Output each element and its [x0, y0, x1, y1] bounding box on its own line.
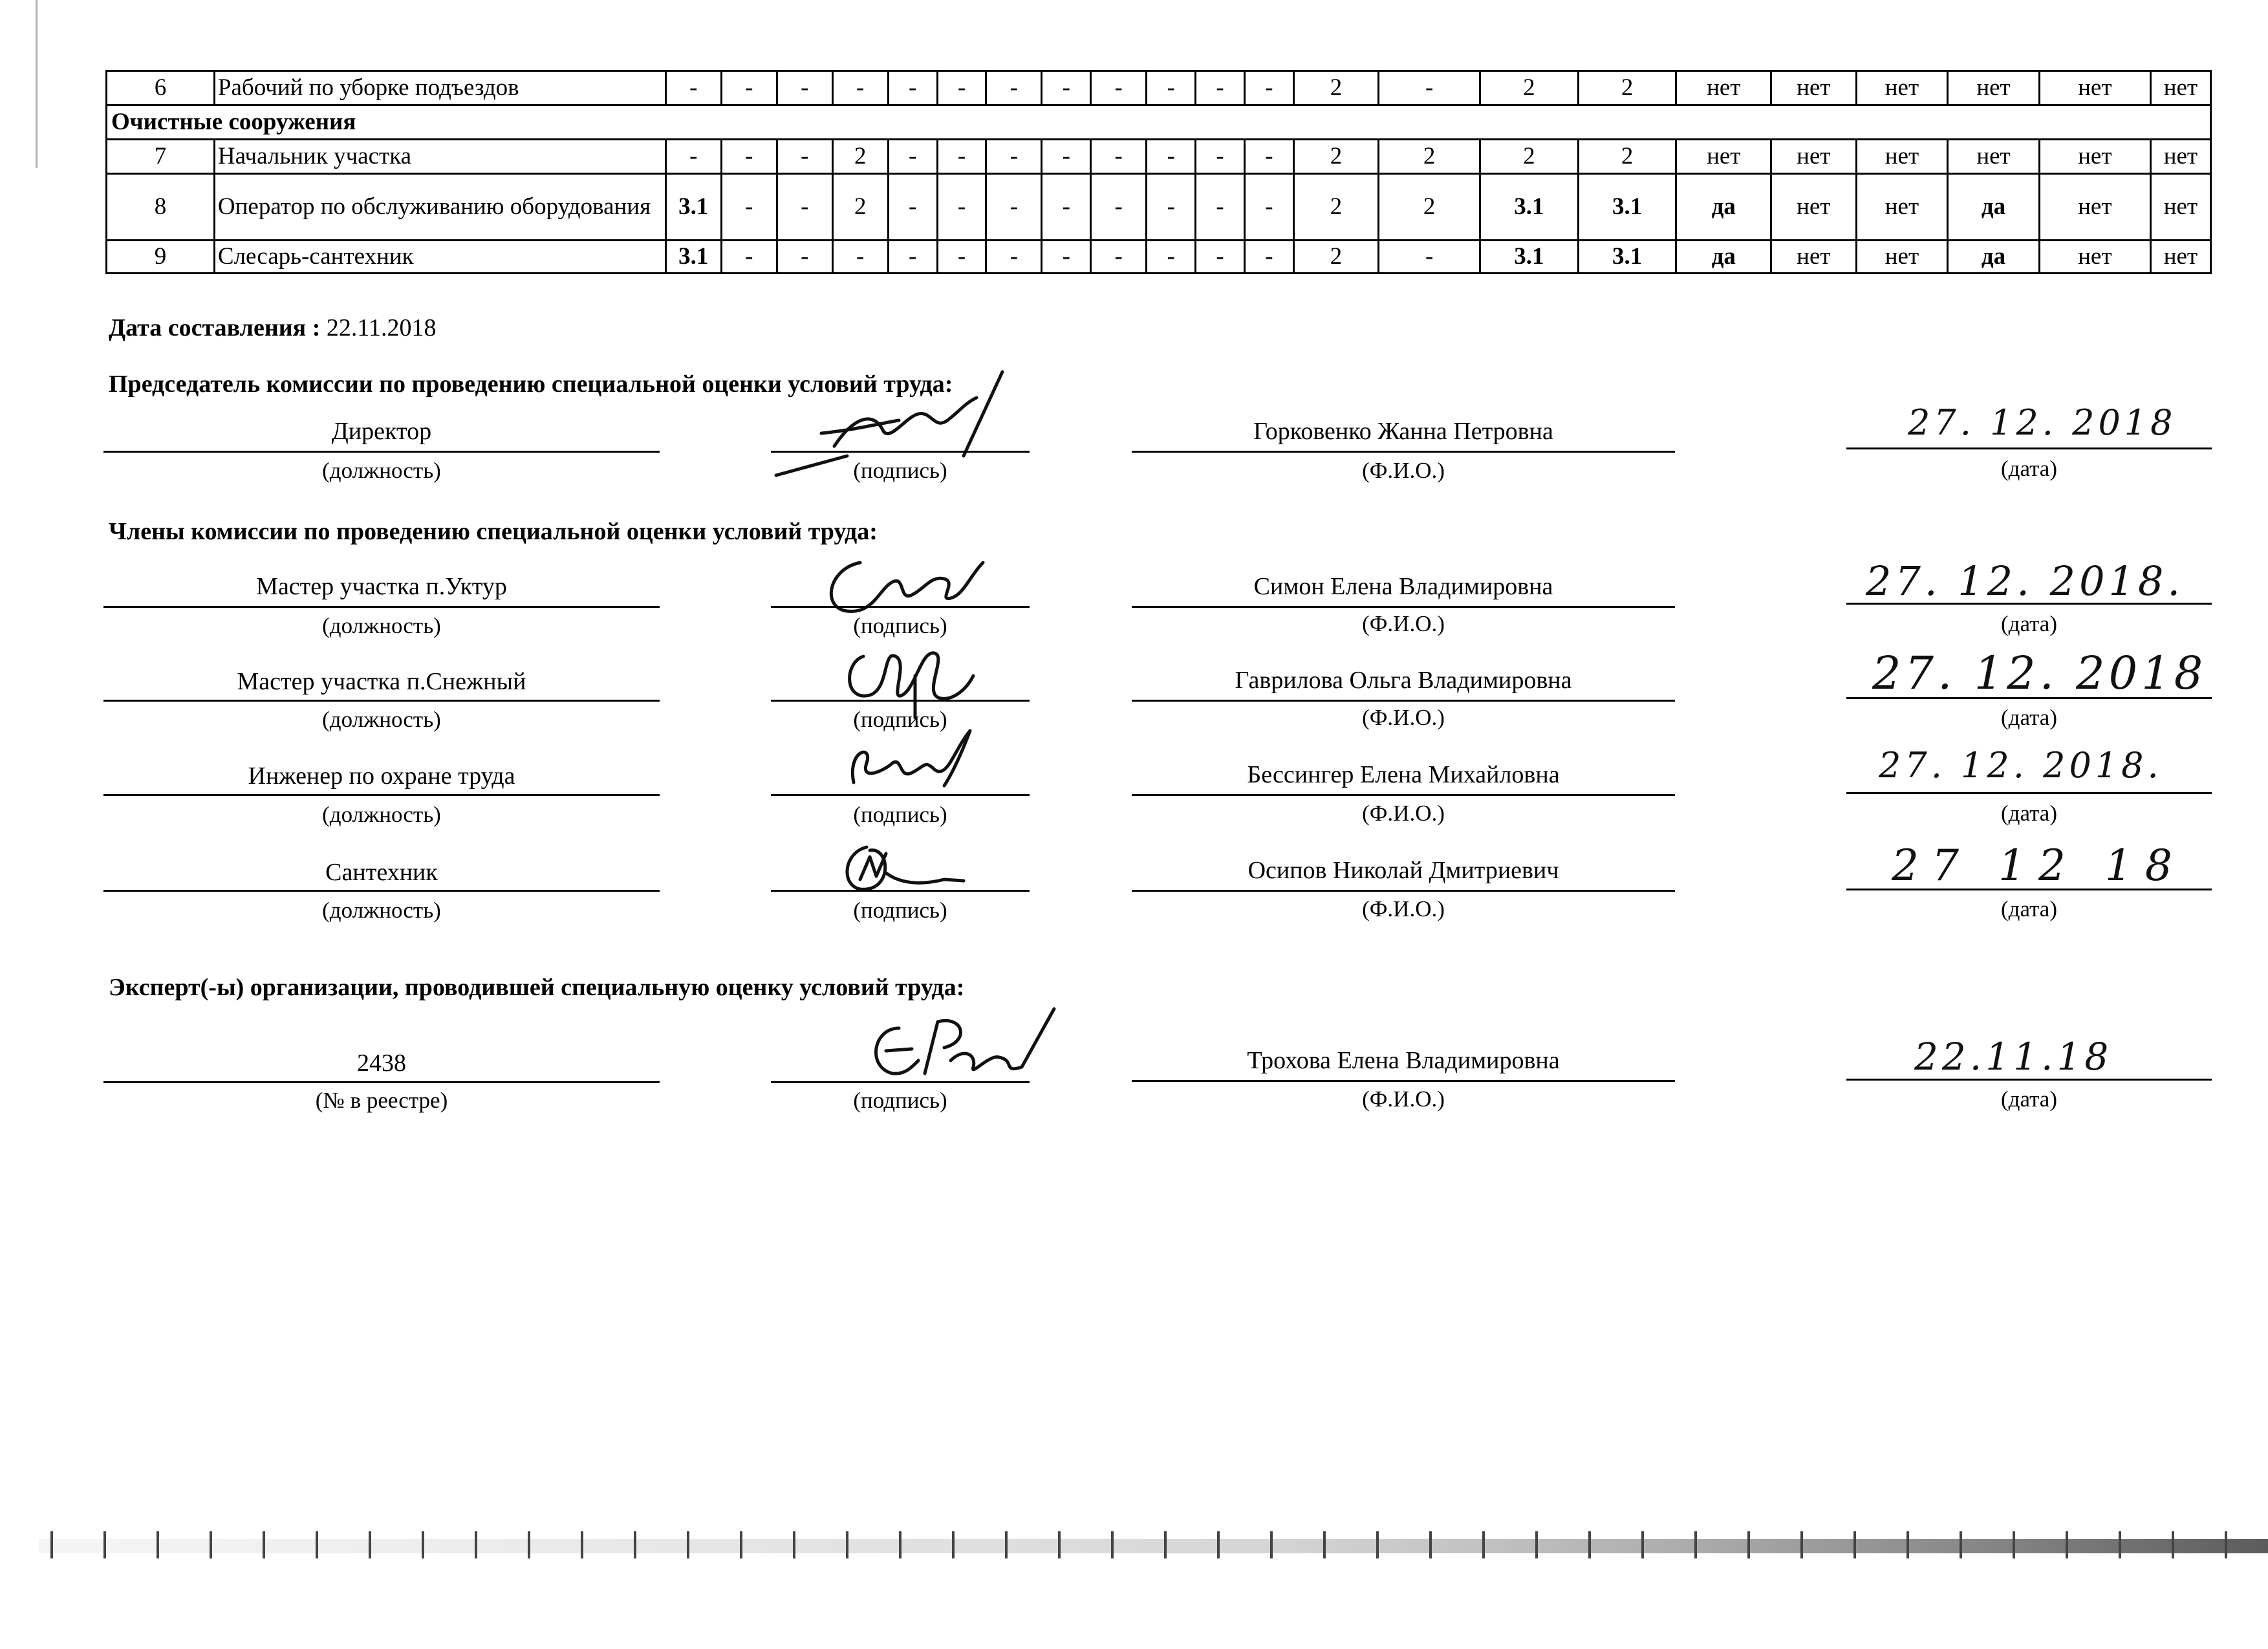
member-2-position: Мастер участка п.Снежный — [237, 668, 526, 695]
table-cell: нет — [2150, 241, 2210, 274]
workplace-name: Оператор по обслуживанию оборудования — [214, 174, 665, 241]
table-cell: 3.1 — [1578, 241, 1676, 274]
member-1-date-line — [1846, 603, 2212, 605]
expert-signature — [860, 1002, 1067, 1086]
table-cell: нет — [2150, 174, 2210, 241]
expert-signature-caption: (подпись) — [853, 1088, 947, 1113]
expert-registry-line — [103, 1081, 660, 1083]
member-2-date-line — [1846, 697, 2212, 699]
row-number: 9 — [107, 241, 215, 274]
member-1-signature — [821, 550, 989, 621]
member-2-date-handwritten: 27. 12. 2018 — [1872, 647, 2207, 700]
workplace-name: Рабочий по уборке подъездов — [214, 71, 665, 105]
table-cell: - — [1379, 241, 1480, 274]
table-cell: 2 — [1379, 140, 1480, 174]
table-cell: 2 — [1379, 174, 1480, 241]
row-number: 7 — [107, 140, 215, 174]
table-cell: - — [777, 174, 832, 241]
member-3-position-line — [103, 794, 660, 796]
table-cell: - — [1244, 174, 1293, 241]
member-1-name: Симон Елена Владимировна — [1253, 573, 1553, 600]
table-cell: 2 — [832, 174, 888, 241]
table-cell: - — [665, 140, 721, 174]
table-cell: да — [1948, 241, 2040, 274]
table-row — [107, 241, 2211, 274]
member-3-date-caption: (дата) — [2000, 801, 2057, 826]
member-2-position-line — [103, 700, 660, 702]
member-3-date-line — [1846, 792, 2212, 794]
table-cell: 2 — [1480, 71, 1579, 105]
table-cell: нет — [1948, 71, 2040, 105]
table-cell: - — [888, 174, 937, 241]
table-cell: да — [1676, 174, 1771, 241]
member-1-position-caption: (должность) — [322, 613, 441, 638]
table-cell: - — [1147, 140, 1196, 174]
member-2-position-caption: (должность) — [322, 707, 441, 732]
chairman-signature-caption: (подпись) — [853, 458, 947, 483]
member-3-signature-caption: (подпись) — [853, 802, 947, 827]
table-cell: - — [777, 140, 832, 174]
table-cell: нет — [2039, 71, 2150, 105]
table-cell: нет — [2039, 241, 2150, 274]
table-cell: - — [1147, 241, 1196, 274]
member-2-signature-line — [771, 700, 1030, 702]
table-cell: нет — [1771, 71, 1856, 105]
table-cell: - — [832, 241, 888, 274]
table-cell: - — [937, 174, 986, 241]
member-3-date-handwritten: 27. 12. 2018. — [1879, 745, 2163, 786]
table-cell: 3.1 — [1578, 174, 1676, 241]
member-4-signature-line — [771, 890, 1030, 892]
member-2-date-caption: (дата) — [2000, 705, 2057, 730]
member-4-name-caption: (Ф.И.О.) — [1362, 896, 1445, 921]
member-4-name-line — [1132, 890, 1675, 892]
table-cell: нет — [1856, 241, 1948, 274]
table-cell: 3.1 — [665, 241, 721, 274]
chairman-name-caption: (Ф.И.О.) — [1362, 458, 1445, 483]
chairman-position-caption: (должность) — [322, 458, 441, 483]
member-2-name: Гаврилова Ольга Владимировна — [1235, 667, 1572, 694]
member-1-position-line — [103, 606, 660, 608]
table-cell: 3.1 — [1480, 241, 1579, 274]
member-1-signature-caption: (подпись) — [853, 613, 947, 638]
table-cell: нет — [1771, 241, 1856, 274]
table-cell: 2 — [1578, 140, 1676, 174]
member-4-position-caption: (должность) — [322, 898, 441, 923]
table-cell: нет — [1856, 71, 1948, 105]
chairman-position: Директор — [331, 418, 432, 445]
table-cell: - — [888, 71, 937, 105]
table-cell: да — [1948, 174, 2040, 241]
chairman-date-caption: (дата) — [2000, 456, 2057, 481]
table-cell: - — [1091, 174, 1147, 241]
table-row — [107, 71, 2211, 105]
table-cell: - — [1196, 241, 1245, 274]
member-3-name-caption: (Ф.И.О.) — [1362, 801, 1445, 826]
member-1-position: Мастер участка п.Уктур — [256, 573, 507, 600]
scan-binder-edge — [36, 0, 57, 168]
member-4-date-line — [1846, 889, 2212, 890]
expert-date-line — [1846, 1079, 2212, 1081]
chairman-signature-line — [771, 451, 1030, 453]
member-4-date-handwritten: 27 12 18 — [1892, 841, 2185, 890]
table-cell: - — [1244, 71, 1293, 105]
table-row — [107, 174, 2211, 241]
table-cell: - — [1091, 241, 1147, 274]
chairman-name-line — [1132, 451, 1675, 453]
table-cell: нет — [2150, 71, 2210, 105]
expert-date-caption: (дата) — [2000, 1086, 2057, 1112]
compiled-date-row — [109, 314, 436, 342]
chairman-name: Горковенко Жанна Петровна — [1253, 418, 1553, 445]
table-cell: 2 — [1480, 140, 1579, 174]
table-cell: - — [721, 174, 777, 241]
member-3-position: Инженер по охране труда — [248, 762, 515, 790]
table-cell: - — [1244, 140, 1293, 174]
table-row — [107, 140, 2211, 174]
table-cell: 3.1 — [665, 174, 721, 241]
table-cell: 2 — [832, 140, 888, 174]
table-cell: - — [1042, 241, 1091, 274]
table-cell: - — [986, 174, 1042, 241]
table-cell: - — [937, 241, 986, 274]
table-cell: 2 — [1293, 71, 1378, 105]
member-3-signature-line — [771, 794, 1030, 796]
table-section-row — [107, 105, 2211, 140]
table-cell: - — [986, 241, 1042, 274]
chairman-heading: Председатель комиссии по проведению специальной оценки условий труда: — [109, 371, 953, 398]
row-number: 6 — [107, 71, 215, 105]
table-cell: - — [1147, 174, 1196, 241]
table-cell: 2 — [1293, 140, 1378, 174]
table-cell: - — [1379, 71, 1480, 105]
expert-name-caption: (Ф.И.О.) — [1362, 1086, 1445, 1112]
table-cell: нет — [2039, 140, 2150, 174]
expert-name-line — [1132, 1080, 1675, 1082]
table-cell: - — [1042, 71, 1091, 105]
member-2-name-caption: (Ф.И.О.) — [1362, 705, 1445, 730]
member-3-name: Бессингер Елена Михайловна — [1247, 761, 1560, 788]
table-cell: - — [665, 71, 721, 105]
assessment-table — [105, 70, 2212, 274]
table-cell: нет — [1856, 174, 1948, 241]
compiled-date-label: Дата составления : — [109, 314, 321, 341]
table-cell: - — [1091, 71, 1147, 105]
table-cell: - — [721, 140, 777, 174]
table-cell: нет — [1948, 140, 2040, 174]
table-cell: нет — [2150, 140, 2210, 174]
member-3-position-caption: (должность) — [322, 802, 441, 827]
table-cell: - — [986, 140, 1042, 174]
table-cell: нет — [1771, 174, 1856, 241]
table-cell: - — [777, 241, 832, 274]
table-cell: 3.1 — [1480, 174, 1579, 241]
table-cell: - — [937, 71, 986, 105]
table-cell: нет — [1771, 140, 1856, 174]
table-cell: нет — [2039, 174, 2150, 241]
members-heading: Члены комиссии по проведению специальной оценки условий труда: — [109, 518, 878, 545]
table-cell: - — [1091, 140, 1147, 174]
workplace-name: Слесарь-сантехник — [214, 241, 665, 274]
table-cell: 2 — [1293, 241, 1378, 274]
member-1-name-caption: (Ф.И.О.) — [1362, 611, 1445, 636]
member-3-signature — [841, 724, 989, 795]
member-1-signature-line — [771, 606, 1030, 608]
member-1-date-caption: (дата) — [2000, 611, 2057, 636]
scan-perforation-strip — [39, 1513, 2268, 1565]
table-cell: - — [888, 140, 937, 174]
member-2-signature-caption: (подпись) — [853, 707, 947, 732]
member-4-position: Сантехник — [325, 859, 438, 886]
expert-name: Трохова Елена Владимировна — [1247, 1047, 1560, 1074]
table-cell: - — [1042, 140, 1091, 174]
member-1-date-handwritten: 27. 12. 2018. — [1866, 557, 2185, 605]
expert-signature-line — [771, 1081, 1030, 1083]
row-number: 8 — [107, 174, 215, 241]
table-cell: - — [986, 71, 1042, 105]
table-cell: - — [1244, 241, 1293, 274]
table-cell: 2 — [1293, 174, 1378, 241]
expert-registry-number: 2438 — [357, 1050, 406, 1077]
table-cell: - — [1042, 174, 1091, 241]
compiled-date-value: 22.11.2018 — [326, 314, 437, 341]
member-1-name-line — [1132, 606, 1675, 608]
table-cell: нет — [1676, 71, 1771, 105]
section-label: Очистные сооружения — [107, 105, 2211, 140]
table-cell: - — [721, 241, 777, 274]
member-4-signature-caption: (подпись) — [853, 898, 947, 923]
member-3-name-line — [1132, 794, 1675, 796]
table-cell: нет — [1856, 140, 1948, 174]
member-4-position-line — [103, 890, 660, 892]
member-4-date-caption: (дата) — [2000, 896, 2057, 921]
table-cell: - — [832, 71, 888, 105]
table-cell: - — [1196, 71, 1245, 105]
member-2-name-line — [1132, 700, 1675, 702]
member-4-signature — [841, 834, 970, 899]
table-cell: - — [1196, 140, 1245, 174]
table-cell: - — [777, 71, 832, 105]
table-cell: - — [937, 140, 986, 174]
chairman-date-handwritten: 27. 12. 2018 — [1908, 402, 2177, 443]
expert-registry-caption: (№ в реестре) — [315, 1088, 448, 1113]
table-cell: - — [1147, 71, 1196, 105]
workplace-name: Начальник участка — [214, 140, 665, 174]
table-cell: нет — [1676, 140, 1771, 174]
table-cell: 2 — [1578, 71, 1676, 105]
table-cell: да — [1676, 241, 1771, 274]
table-cell: - — [888, 241, 937, 274]
chairman-date-line — [1846, 447, 2212, 449]
table-cell: - — [721, 71, 777, 105]
member-4-name: Осипов Николай Дмитриевич — [1247, 857, 1559, 884]
table-cell: - — [1196, 174, 1245, 241]
chairman-position-line — [103, 451, 660, 453]
expert-date-handwritten: 22.11.18 — [1914, 1035, 2113, 1079]
expert-heading: Эксперт(-ы) организации, проводившей специальную оценку условий труда: — [109, 974, 965, 1001]
